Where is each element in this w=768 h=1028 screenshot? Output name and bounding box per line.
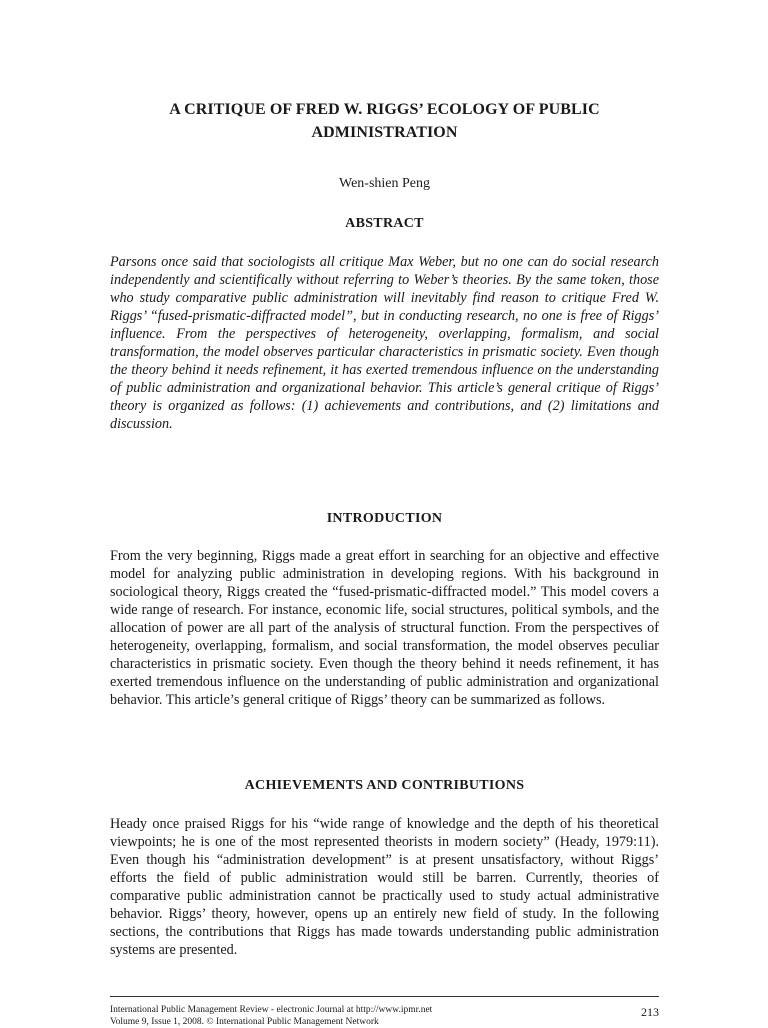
section-heading-achievements: ACHIEVEMENTS AND CONTRIBUTIONS <box>244 778 525 793</box>
abstract-text: Parsons once said that sociologists all critique Max Weber, but no one can do social research independently and scientifically without referring to Weber’s theories. By the same token, those who study comparative public administration will inevitably find reason to critique Fred W. Riggs’ “fused-prismatic-diffracted model”, but in conducting research, no one is free of Riggs’ influence. From the perspectives of heterogeneity, overlapping, formalism, and social transformation, the model observes particular characteristics in prismatic society. Even though the theory behind it needs refinement, it has exerted tremendous influence on the understanding of public administration and organizational behavior. This article’s general critique of Riggs’ theory is organized as follows: (1) achievements and contributions, and (2) limitations and discussion. <box>110 254 659 432</box>
page-number: 213 <box>641 1005 659 1019</box>
abstract-heading: ABSTRACT <box>345 216 424 231</box>
author-name: Wen-shien Peng <box>338 176 431 191</box>
footer-journal-line: International Public Management Review - electronic Journal at http://www.ipmr.net <box>110 1005 433 1015</box>
paper-title: A CRITIQUE OF FRED W. RIGGS’ ECOLOGY OF PUBLIC ADMINISTRATION <box>169 101 600 141</box>
section-heading-introduction: INTRODUCTION <box>326 511 443 526</box>
section-body-achievements: Heady once praised Riggs for his “wide range of knowledge and the depth of his theoretical viewpoints; he is one of the most represented theorists in modern society” (Heady, 1979:11). Even though his “administration development” is at present unsatisfactory, without Riggs’ efforts the field of public administration would still be barren. Currently, theories of comparative public administration cannot be practically used to study actual administrative behavior. Riggs’ theory, however, opens up an entirely new field of study. In the following sections, the contributions that Riggs has made towards understanding public administration systems are presented. <box>110 816 659 958</box>
footer-volume-line: Volume 9, Issue 1, 2008. © International Public Management Network <box>110 1017 379 1027</box>
footer-divider <box>110 996 659 997</box>
section-body-introduction: From the very beginning, Riggs made a great effort in searching for an objective and effective model for analyzing public administration in developing regions. With his background in sociological theory, Riggs created the “fused-prismatic-diffracted model.” This model covers a wide range of research. For instance, economic life, social structures, political symbols, and the allocation of power are all part of the analysis of structural function. From the perspectives of heterogeneity, overlapping, formalism, and social transformation, the model observes peculiar characteristics in prismatic society. Even though the theory behind it needs refinement, it has exerted tremendous influence on the understanding of public administration and organizational behavior. This article’s general critique of Riggs’ theory can be summarized as follows. <box>110 548 659 708</box>
paper-page <box>110 0 659 1027</box>
